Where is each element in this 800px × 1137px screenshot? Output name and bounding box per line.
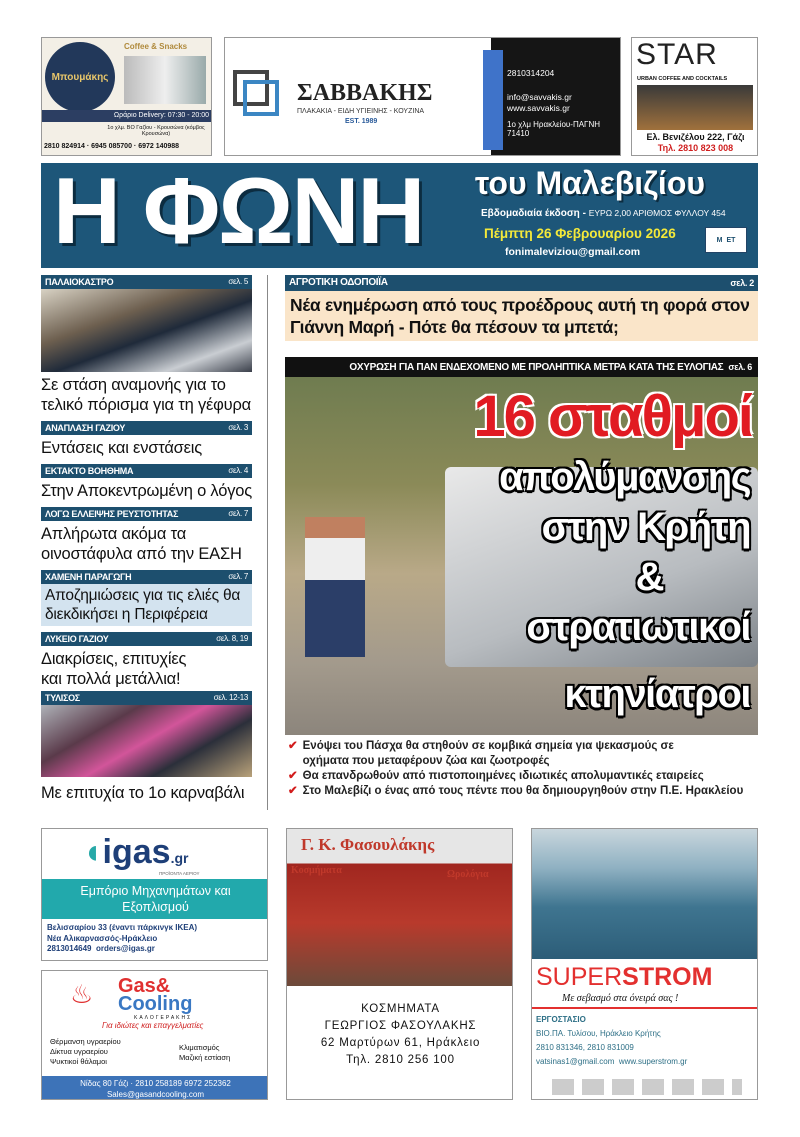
- savvakis-phone: 2810314204: [507, 68, 555, 78]
- superstrom-logo: SUPERSTROM: [536, 963, 713, 991]
- ad-coffee-boumakis[interactable]: [41, 37, 212, 156]
- gas-services-right: Κλιματισμός Μαζική εστίαση: [179, 1043, 231, 1062]
- section-bar: [41, 632, 252, 646]
- masthead-subtitle: του Μαλεβιζίου: [475, 165, 705, 201]
- met-logo-m: M: [716, 236, 723, 244]
- gas-tagline: Για ιδιώτες και επαγγελματίες: [102, 1021, 204, 1030]
- check-icon: ✔: [288, 770, 298, 782]
- page-ref: σελ. 5: [228, 277, 248, 286]
- coffee-logo: [45, 42, 115, 112]
- price-issue: ΕΥΡΩ 2,00 ΑΡΙΘΜΟΣ ΦΥΛΛΟΥ 454: [588, 208, 726, 218]
- story-reustotita[interactable]: [41, 507, 252, 564]
- gas-contact-bar: Νίδας 80 Γάζι · 2810 258189 6972 252362 Sales@gasandcooling.com: [42, 1076, 268, 1100]
- savvakis-logo-square-blue: [243, 80, 279, 116]
- section-label: ΑΓΡΟΤΙΚΗ ΟΔΟΠΟΙΪΑ: [289, 277, 388, 288]
- savvakis-web: www.savvakis.gr: [507, 103, 570, 113]
- star-brand: STAR: [636, 38, 718, 71]
- gas-owner: ΚΑΛΟΓΕΡΑΚΗΣ: [134, 1015, 193, 1021]
- savvakis-address: 1ο χλμ Ηρακλείου-ΠΑΓΝΗ 71410: [507, 120, 601, 138]
- story-palaiokastro[interactable]: [41, 275, 252, 415]
- superstrom-contact: ΕΡΓΟΣΤΑΣΙΟ ΒΙΟ.ΠΑ. Τυλίσου, Ηράκλειο Κρήτης 2810 831346, 2810 831009 vatsinas1@gmail.com www.superstrom.gr: [536, 1015, 688, 1066]
- lead-headline-line: απολύμανσης: [499, 455, 750, 499]
- igas-contact: Βελισσαρίου 33 (έναντι πάρκινγκ ΙΚΕΑ) Νέα Αλικαρνασσός-Ηράκλειο 2813014649 orders@igas.gr: [47, 923, 198, 953]
- masthead: [41, 158, 758, 268]
- lead-photo: [285, 377, 758, 735]
- section-bar: [41, 691, 252, 705]
- met-logo-et: ET: [726, 236, 736, 244]
- masthead-edition-line: [481, 208, 726, 219]
- coffee-phones: 2810 824914 · 6945 085700 · 6972 140988: [44, 143, 180, 150]
- savvakis-contact-panel: [491, 38, 621, 156]
- shop-text: ΚΟΣΜΗΜΑΤΑ ΓΕΩΡΓΙΟΣ ΦΑΣΟΥΛΑΚΗΣ 62 Μαρτύρων 61, Ηράκλειο Τηλ. 2810 256 100: [320, 1003, 481, 1066]
- gas-brand: Gas&: [118, 975, 171, 997]
- left-column: [41, 275, 252, 809]
- mattress-sea-photo: [532, 829, 758, 959]
- story-xameni-paragogi[interactable]: [41, 570, 252, 626]
- page-ref: σελ. 3: [228, 423, 248, 432]
- meeting-photo: [41, 289, 252, 372]
- lead-headline-red: 16 σταθμοί: [473, 384, 752, 449]
- lead-headline-line: στρατιωτικοί: [526, 605, 750, 649]
- superstrom-slogan: Με σεβασμό στα όνειρά σας !: [562, 993, 679, 1004]
- headline: Απλήρωτα ακόμα τα οινοστάφυλα από την ΕΑΣΗ: [41, 525, 242, 563]
- headline: Διακρίσεις, επιτυχίες και πολλά μετάλλια!: [41, 650, 187, 688]
- section-bar: [41, 570, 252, 584]
- lead-headline-line: κτηνίατροι: [564, 672, 750, 716]
- headline: Αποζημιώσεις για τις ελιές θα διεκδικήσει η Περιφέρεια: [41, 584, 252, 626]
- column-divider: [267, 275, 268, 810]
- check-icon: ✔: [288, 740, 298, 752]
- ad-savvakis[interactable]: [224, 37, 621, 156]
- flame-icon: ◖: [82, 833, 103, 871]
- page-ref: σελ. 8, 19: [216, 634, 248, 643]
- page-ref: σελ. 7: [228, 572, 248, 581]
- lead-headline-line: στην Κρήτη: [541, 505, 750, 549]
- shop-sign-left: Κοσμήματα: [291, 865, 342, 876]
- section-bar: [41, 275, 252, 289]
- lead-kicker-bar: [285, 357, 758, 377]
- page-ref: σελ. 7: [228, 509, 248, 518]
- ad-gas-cooling[interactable]: [41, 970, 268, 1100]
- edition-label: Εβδομαδιαία έκδοση -: [481, 208, 586, 219]
- shop-sign: Γ. Κ. Φασουλάκης: [301, 835, 435, 854]
- lead-story[interactable]: [285, 357, 758, 799]
- bullet-item: ✔ Θα επανδρωθούν από πιστοποιημένες ιδιωτικές απολυμαντικές εταιρείες: [288, 770, 704, 782]
- bullet-item: ✔ Ενόψει του Πάσχα θα στηθούν σε κομβικά σημεία για ψεκασμούς σε οχήματα που μεταφέρουν ζώα και ζωοτροφές: [288, 740, 674, 767]
- story-ektakto-voithima[interactable]: [41, 464, 252, 501]
- story-anaplasi-gaziou[interactable]: [41, 421, 252, 458]
- check-icon: ✔: [288, 785, 298, 797]
- star-address: Ελ. Βενιζέλου 222, Γάζι: [646, 132, 745, 142]
- ad-igas[interactable]: [41, 828, 268, 961]
- lead-headline-line: &: [635, 555, 663, 599]
- sandwich-coffee-image: [124, 56, 206, 104]
- coffee-brand: Μπουμάκης: [51, 71, 109, 83]
- shop-sign-right: Ωρολόγια: [447, 869, 489, 880]
- met-logo: [705, 227, 747, 253]
- section-label: ΤΥΛΙΣΟΣ: [45, 693, 80, 703]
- headline: Σε στάση αναμονής για το τελικό πόρισμα για τη γέφυρα: [41, 376, 251, 414]
- ad-star[interactable]: [631, 37, 758, 156]
- headline: Νέα ενημέρωση από τους προέδρους αυτή τη φορά στον Γιάννη Μαρή - Πότε θα πέσουν τα μπετά;: [285, 291, 758, 341]
- coffee-address: 1ο χλμ. ΒΟ Γαζίου - Κρουσώνα (κόμβος Κρουσώνα): [107, 125, 205, 137]
- certification-logos: [552, 1079, 742, 1095]
- igas-logo: ◖igas.gr: [82, 833, 189, 871]
- divider: [532, 1007, 758, 1009]
- headline: Με επιτυχία το 1ο καρναβάλι: [41, 784, 245, 802]
- lead-bullets: [285, 735, 758, 799]
- page-ref: σελ. 4: [228, 466, 248, 475]
- ad-superstrom[interactable]: [531, 828, 758, 1100]
- lead-kicker: ΟΧΥΡΩΣΗ ΓΙΑ ΠΑΝ ΕΝΔΕΧΟΜΕΝΟ ΜΕ ΠΡΟΛΗΠΤΙΚΑ ΜΕΤΡΑ ΚΑΤΑ ΤΗΣ ΕΥΛΟΓΙΑΣ: [349, 362, 724, 373]
- savvakis-brand: ΣΑΒΒΑΚΗΣ: [297, 80, 433, 106]
- gas-cooling-logo-icon: ♨: [70, 979, 94, 1009]
- carnival-photo: [41, 705, 252, 777]
- igas-banner: Εμπόριο Μηχανημάτων και Εξοπλισμού: [42, 879, 268, 919]
- page-ref: σελ. 2: [730, 278, 754, 288]
- bullet-item: ✔ Στο Μαλεβίζι ο ένας από τους πέντε που θα δημιουργηθούν στην Π.Ε. Ηρακλείου: [288, 785, 744, 797]
- section-bar: [41, 507, 252, 521]
- gas-services-left: Θέρμανση υγραερίου Δίκτυα υγραερίου Ψυκτικοί θάλαμοι: [50, 1037, 121, 1066]
- star-tagline: URBAN COFFEE AND COCKTAILS: [637, 76, 728, 82]
- coffee-subtitle: Coffee & Snacks: [124, 42, 188, 51]
- star-phone: Τηλ. 2810 823 008: [657, 143, 734, 153]
- masthead-email[interactable]: fonimaleviziou@gmail.com: [505, 246, 641, 258]
- section-bar: [41, 464, 252, 478]
- section-label: ΛΥΚΕΙΟ ΓΑΖΙΟΥ: [45, 634, 109, 644]
- savvakis-est: EST. 1989: [345, 118, 378, 125]
- igas-sub: ΠΡΟΪΟΝΤΑ ΑΕΡΙΟΥ: [159, 871, 200, 876]
- star-cafe-photo: [637, 85, 753, 130]
- page-ref: σελ. 6: [728, 362, 752, 372]
- section-label: ΛΟΓΩ ΕΛΛΕΙΨΗΣ ΡΕΥΣΤΟΤΗΤΑΣ: [45, 509, 179, 519]
- headline: Εντάσεις και ενστάσεις: [41, 439, 203, 457]
- section-label: ΠΑΛΑΙΟΚΑΣΤΡΟ: [45, 277, 114, 287]
- page-ref: σελ. 12-13: [213, 693, 248, 702]
- savvakis-email: info@savvakis.gr: [507, 92, 572, 102]
- savvakis-tagline: ΠΛΑΚΑΚΙΑ - ΕΙΔΗ ΥΓΙΕΙΝΗΣ - ΚΟΥΖΙΝΑ: [297, 108, 425, 115]
- section-label: ΧΑΜΕΝΗ ΠΑΡΑΓΩΓΗ: [45, 572, 132, 582]
- ad-fasoulakis[interactable]: [286, 828, 513, 1100]
- coffee-hours: Ωράριο Delivery: 07:30 - 20:00: [42, 110, 212, 122]
- story-tylisos[interactable]: [41, 691, 252, 803]
- section-label: ΑΝΑΠΛΑΣΗ ΓΑΖΙΟΥ: [45, 423, 126, 433]
- story-lykeio-gaziou[interactable]: [41, 632, 252, 689]
- headline: Στην Αποκεντρωμένη ο λόγος: [41, 482, 252, 500]
- worker-spraying-image: [305, 517, 365, 657]
- cooling-brand: Cooling: [118, 993, 193, 1015]
- section-bar: [285, 275, 758, 291]
- section-label: ΕΚΤΑΚΤΟ ΒΟΗΘΗΜΑ: [45, 466, 134, 476]
- masthead-title: Η ΦΩΝΗ: [53, 158, 424, 263]
- top-story[interactable]: [285, 275, 758, 341]
- section-bar: [41, 421, 252, 435]
- issue-date: Πέμπτη 26 Φεβρουαρίου 2026: [484, 226, 676, 241]
- savvakis-icon-strip: [483, 50, 503, 150]
